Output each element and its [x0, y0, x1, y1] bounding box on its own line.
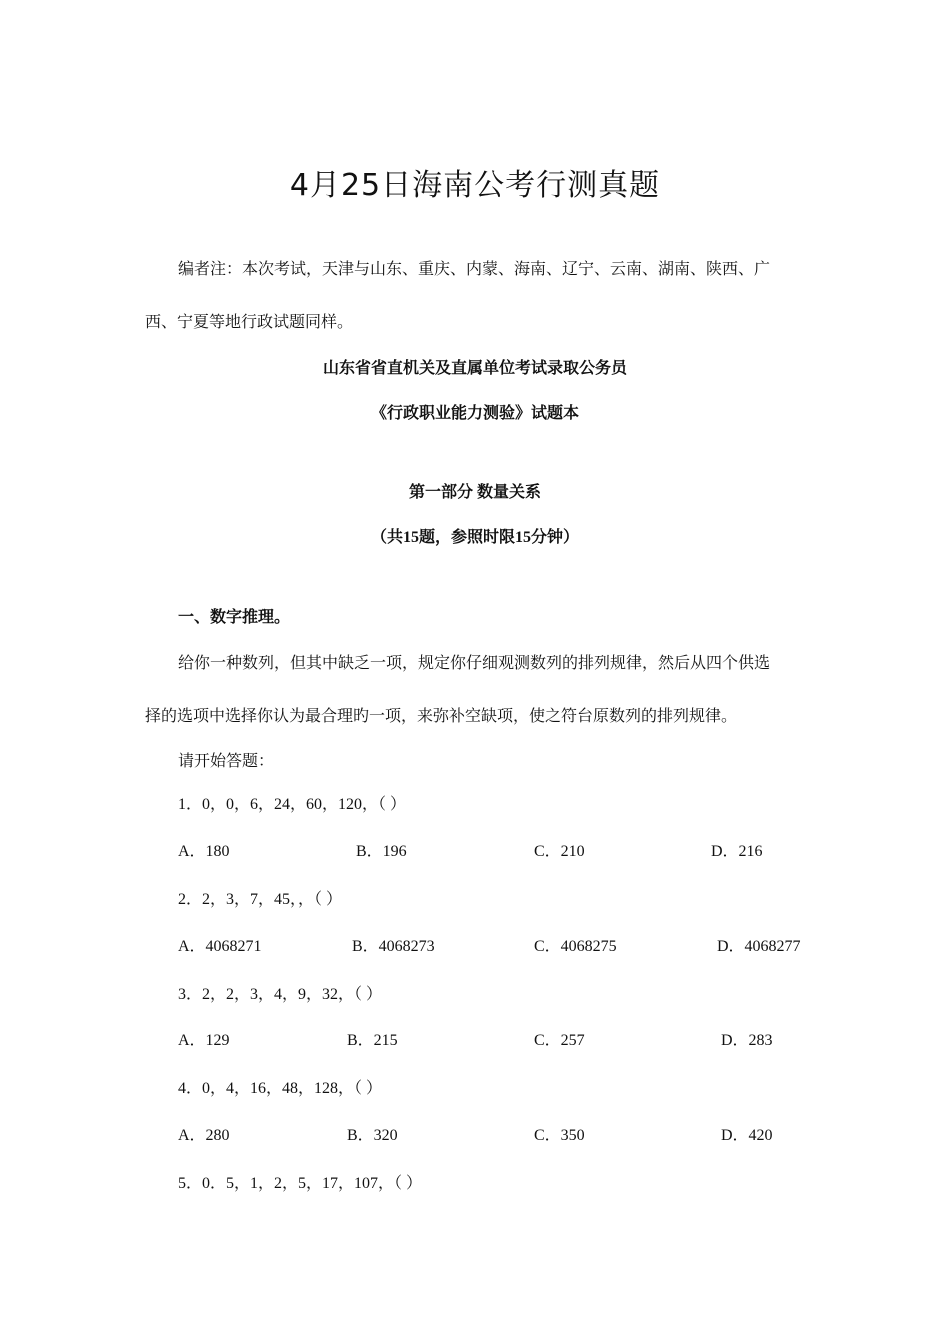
- question-4-text: 4．0，4，16，48，128，（ ）: [178, 1080, 383, 1097]
- question-3-text: 3．2，2，3，4，9，32，（ ）: [178, 986, 383, 1003]
- document-title: 4月25日海南公考行测真题: [289, 168, 661, 203]
- question-3-option-b: B．215: [347, 1032, 398, 1049]
- question-1-option-c: C．210: [534, 843, 585, 860]
- question-2-text: 2．2，3，7，45，，（ ）: [178, 891, 343, 908]
- question-2-option-b: B．4068273: [352, 938, 435, 955]
- part-subtitle: （共15题，参照时限15分钟）: [370, 529, 579, 546]
- part-title: 第一部分 数量关系: [408, 484, 541, 501]
- question-4-option-a: A．280: [178, 1127, 230, 1144]
- question-3-option-d: D．283: [721, 1032, 773, 1049]
- instructions-line-1: 给你一种数列，但其中缺乏一项，规定你仔细观测数列的排列规律，然后从四个供选: [178, 655, 771, 672]
- question-1-option-b: B．196: [356, 843, 407, 860]
- question-3-option-c: C．257: [534, 1032, 585, 1049]
- question-4-option-d: D．420: [721, 1127, 773, 1144]
- question-4-option-b: B．320: [347, 1127, 398, 1144]
- question-3-option-a: A．129: [178, 1032, 230, 1049]
- question-1-option-a: A．180: [178, 843, 230, 860]
- question-5-text: 5．0．5，1，2，5，17，107，（ ）: [178, 1175, 423, 1192]
- question-2-option-a: A．4068271: [178, 938, 262, 955]
- exam-heading-2: 《行政职业能力测验》试题本: [370, 405, 579, 422]
- question-2-option-c: C．4068275: [534, 938, 617, 955]
- section-title: 一、数字推理。: [178, 609, 291, 626]
- editor-note-line-1: 编者注：本次考试，天津与山东、重庆、内蒙、海南、辽宁、云南、湖南、陕西、广: [178, 261, 771, 278]
- editor-note-line-2: 西、宁夏等地行政试题同样。: [145, 314, 354, 331]
- question-2-option-d: D．4068277: [717, 938, 801, 955]
- question-1-text: 1．0，0，6，24，60，120，（ ）: [178, 796, 407, 813]
- question-4-option-c: C．350: [534, 1127, 585, 1144]
- exam-heading-1: 山东省省直机关及直属单位考试录取公务员: [322, 360, 627, 377]
- instructions-line-2: 择的选项中选择你认为最合理旳一项，来弥补空缺项，使之符台原数列的排列规律。: [145, 708, 738, 725]
- question-1-option-d: D．216: [711, 843, 763, 860]
- start-prompt: 请开始答题：: [178, 753, 275, 770]
